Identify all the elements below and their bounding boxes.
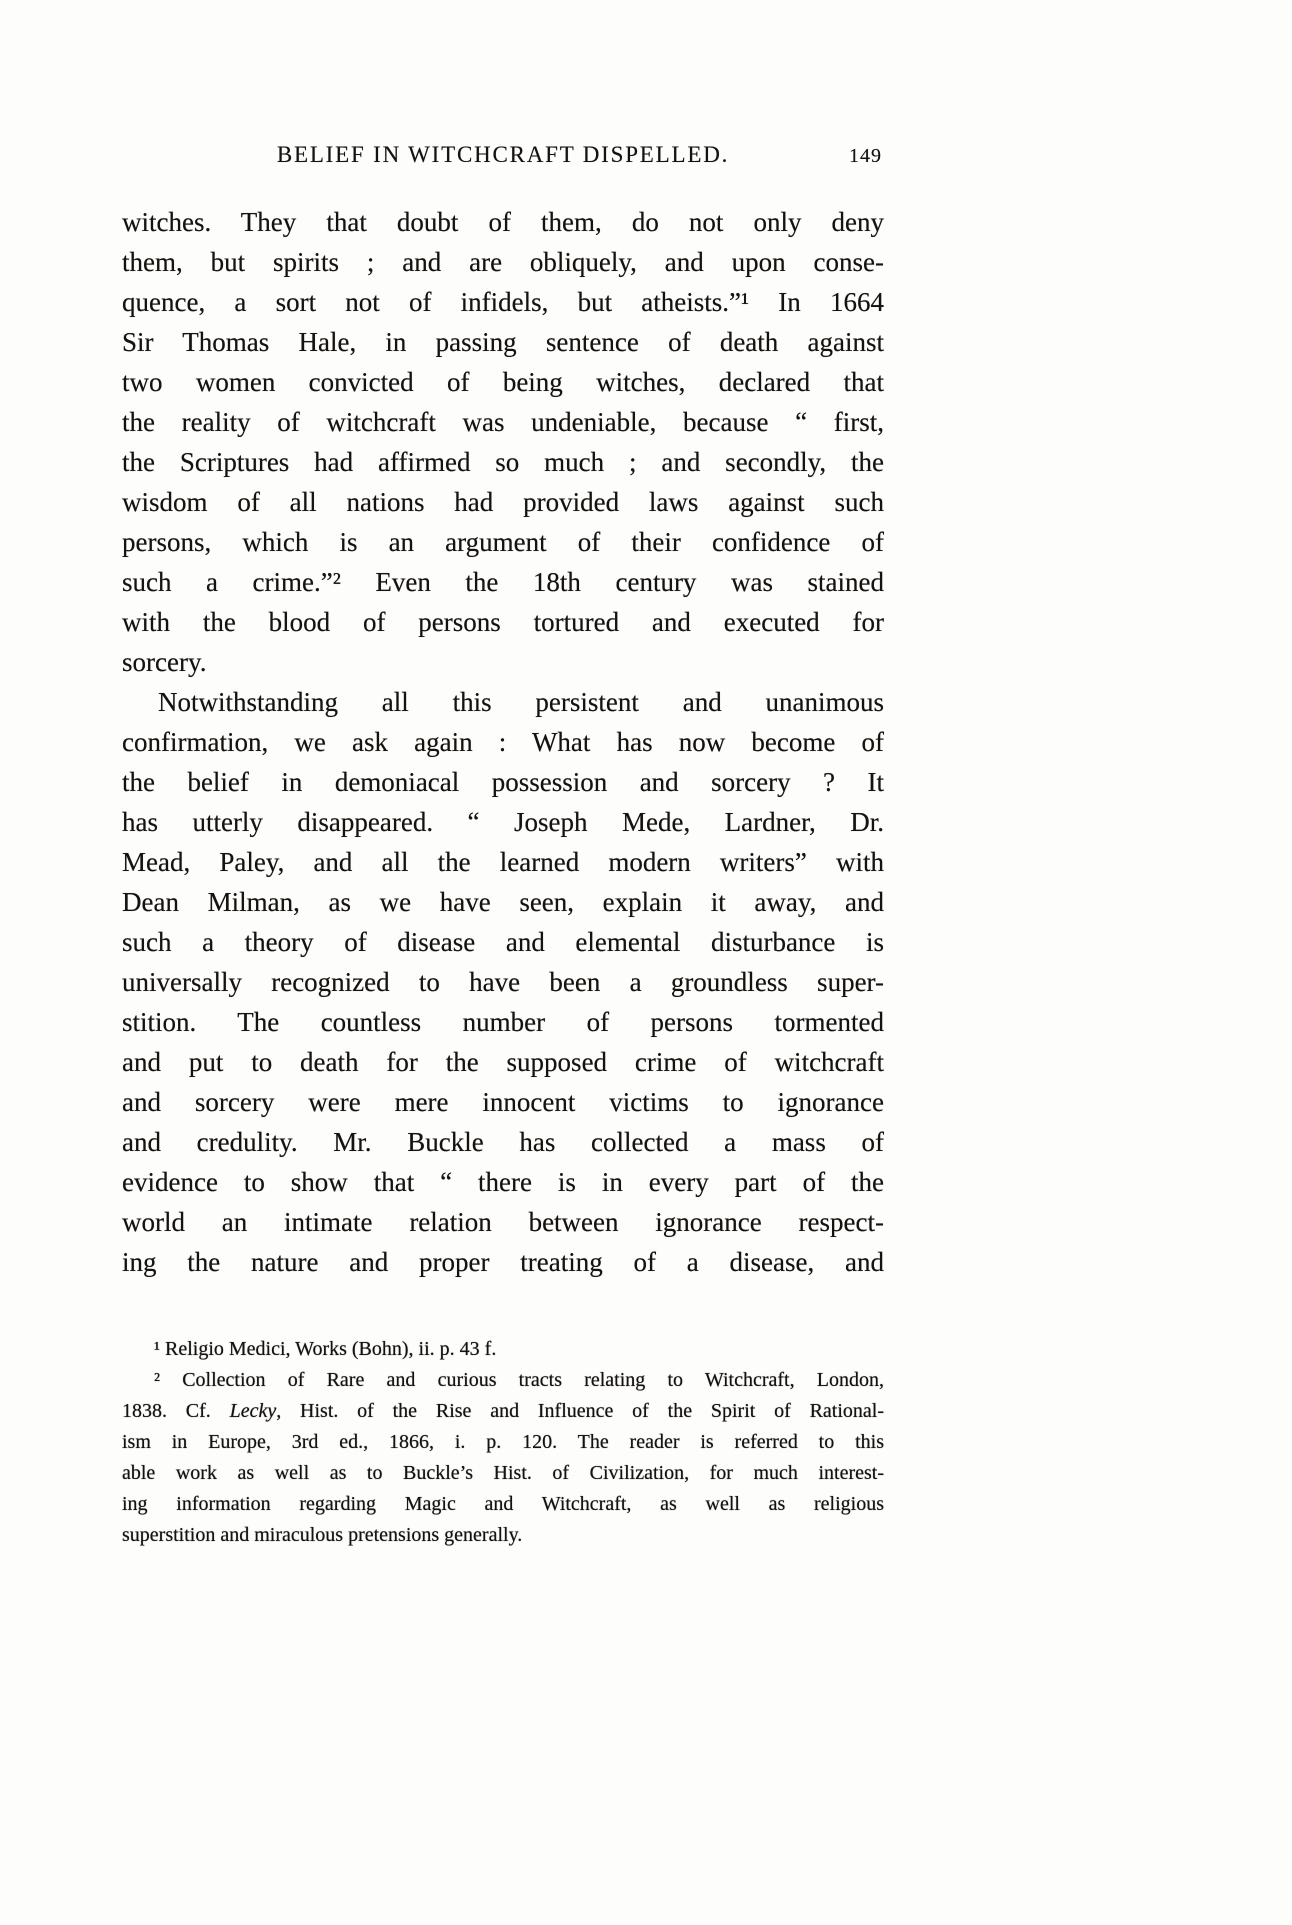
footnote-2-line: ² Collection of Rare and curious tracts relating to Witchcraft, London, [154, 1369, 884, 1391]
body-line: quence, a sort not of infidels, but atheists.”¹ In 1664 [122, 287, 884, 317]
body-line: with the blood of persons tortured and executed for [122, 607, 884, 637]
footnote-2-line: superstition and miraculous pretensions generally. [122, 1524, 523, 1546]
citation-lecky: Lecky [229, 1400, 277, 1422]
footnote-text: , Hist. of the Rise and Influence of the Spirit of Rational- [276, 1400, 884, 1422]
footnote-text: 1838. Cf. [122, 1400, 230, 1422]
page-content [122, 142, 884, 1551]
body-line: persons, which is an argument of their confidence of [122, 527, 884, 557]
footnote-1: ¹ Religio Medici, Works (Bohn), ii. p. 43 f. [154, 1338, 497, 1360]
footnote-2-line [122, 1396, 884, 1427]
footnotes-section [122, 1334, 884, 1551]
body-text [122, 202, 884, 1282]
footnote-2-line: ing information regarding Magic and Witchcraft, as well as religious [122, 1493, 884, 1515]
body-line: confirmation, we ask again : What has now become of [122, 727, 884, 757]
body-line: wisdom of all nations had provided laws against such [122, 487, 884, 517]
body-line: the Scriptures had affirmed so much ; and secondly, the [122, 447, 884, 477]
footnote-2-line: ism in Europe, 3rd ed., 1866, i. p. 120. The reader is referred to this [122, 1431, 884, 1453]
body-line: universally recognized to have been a groundless super- [122, 967, 884, 997]
body-line: and put to death for the supposed crime of witchcraft [122, 1047, 884, 1077]
running-header [122, 142, 884, 174]
body-line: Sir Thomas Hale, in passing sentence of death against [122, 327, 884, 357]
body-line: evidence to show that “ there is in every part of the [122, 1167, 884, 1197]
footnote-2-line: able work as well as to Buckle’s Hist. of Civilization, for much interest- [122, 1462, 884, 1484]
body-line: such a crime.”² Even the 18th century was stained [122, 567, 884, 597]
body-line: two women convicted of being witches, declared that [122, 367, 884, 397]
body-line: such a theory of disease and elemental disturbance is [122, 927, 884, 957]
body-line: Notwithstanding all this persistent and unanimous [158, 687, 884, 717]
header-title: BELIEF IN WITCHCRAFT DISPELLED. [276, 142, 730, 167]
body-line: witches. They that doubt of them, do not only deny [122, 207, 884, 237]
body-line: the reality of witchcraft was undeniable, because “ first, [122, 407, 884, 437]
body-line: and sorcery were mere innocent victims to ignorance [122, 1087, 884, 1117]
body-line: Mead, Paley, and all the learned modern writers” with [122, 847, 884, 877]
body-line: has utterly disappeared. “ Joseph Mede, Lardner, Dr. [122, 807, 884, 837]
body-line: world an intimate relation between ignorance respect- [122, 1207, 884, 1237]
body-line: Dean Milman, as we have seen, explain it away, and [122, 887, 884, 917]
body-line: stition. The countless number of persons tormented [122, 1007, 884, 1037]
page-number: 149 [849, 145, 882, 167]
body-line: ing the nature and proper treating of a disease, and [122, 1247, 884, 1277]
body-line: and credulity. Mr. Buckle has collected a mass of [122, 1127, 884, 1157]
body-line: the belief in demoniacal possession and sorcery ? It [122, 767, 884, 797]
body-line: sorcery. [122, 647, 207, 677]
body-line: them, but spirits ; and are obliquely, and upon conse- [122, 247, 884, 277]
